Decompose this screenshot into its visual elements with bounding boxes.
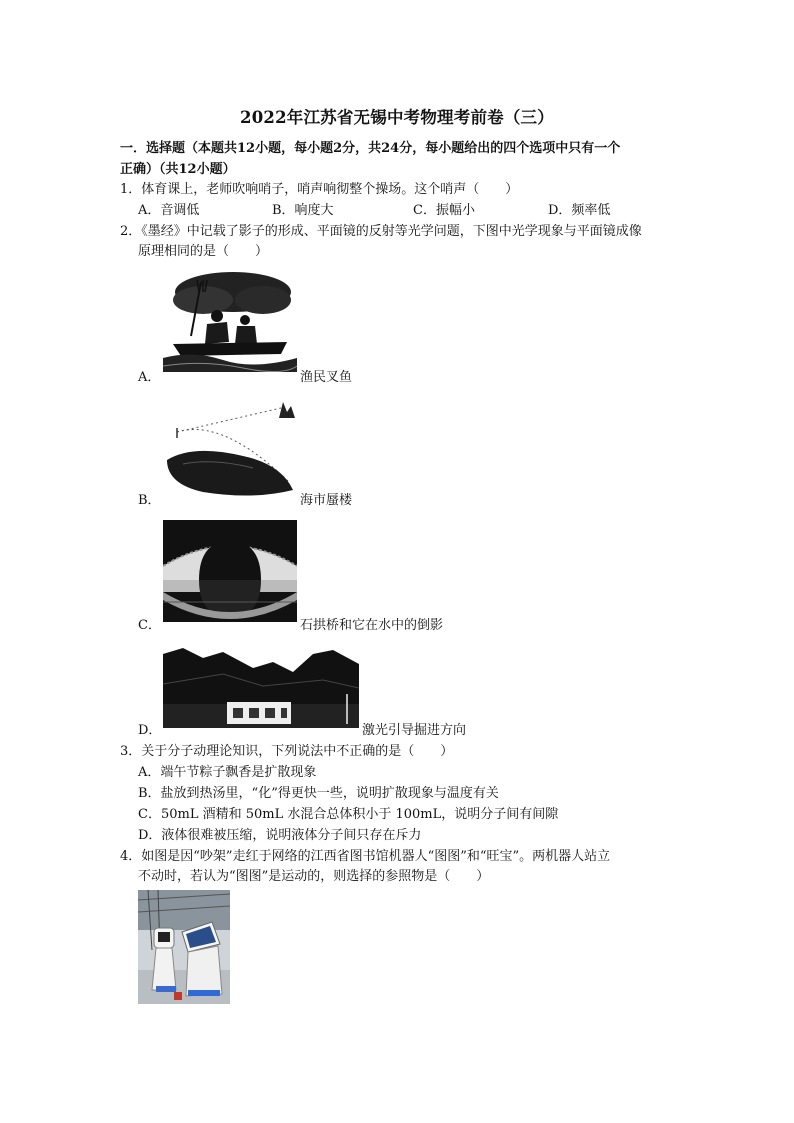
section-heading (120, 138, 690, 180)
question-3-option-d: D．液体很难被压缩，说明液体分子间只存在斥力 (138, 828, 422, 843)
question-2-option-c-label: C． (138, 618, 161, 633)
question-2-option-a-caption: 渔民叉鱼 (300, 370, 353, 385)
section-heading-line2: 正确）（共12小题） (120, 162, 236, 177)
question-2-option-d-caption: 激光引导掘进方向 (362, 723, 467, 738)
question-2-option-c-caption: 石拱桥和它在水中的倒影 (300, 618, 444, 633)
stone-arch-bridge-image (163, 520, 297, 622)
question-3-option-a: A．端午节粽子飘香是扩散现象 (138, 765, 317, 780)
question-1-option-c: C．振幅小 (413, 203, 475, 218)
fisherman-spearing-image (163, 270, 297, 380)
mirage-image (163, 398, 297, 500)
question-2-stem-line2: 原理相同的是（ ） (138, 244, 269, 259)
question-3-stem: 3．关于分子动理论知识，下列说法中不正确的是（ ） (120, 744, 454, 759)
question-2-stem-line1: 2．《墨经》中记载了影子的形成、平面镜的反射等光学问题，下图中光学现象与平面镜成像 (120, 224, 642, 239)
question-1-stem: 1．体育课上，老师吹响哨子，哨声响彻整个操场。这个哨声（ ） (120, 182, 519, 197)
question-1-option-b: B．响度大 (272, 203, 334, 218)
question-2-option-d-label: D． (138, 723, 162, 738)
question-3-option-b: B．盐放到热汤里，“化”得更快一些，说明扩散现象与温度有关 (138, 786, 499, 801)
question-2-option-b-caption: 海市蜃楼 (300, 493, 353, 508)
laser-tunneling-image (163, 644, 359, 728)
question-4-stem-line1: 4．如图是因“吵架”走红于网络的江西省图书馆机器人“图图”和“旺宝”。两机器人站立 (120, 849, 611, 864)
page-title: 2022年江苏省无锡中考物理考前卷（三） (240, 108, 554, 127)
question-1-option-a: A．音调低 (138, 203, 200, 218)
section-heading-line1: 一．选择题（本题共12小题，每小题2分，共24分，每小题给出的四个选项中只有一个 (120, 141, 621, 156)
question-3-option-c: C．50mL 酒精和 50mL 水混合总体积小于 100mL，说明分子间有间隙 (138, 807, 559, 822)
question-2-option-b-label: B． (138, 493, 161, 508)
question-4-stem-line2: 不动时，若认为“图图”是运动的，则选择的参照物是（ ） (138, 869, 490, 884)
question-1-option-d: D．频率低 (548, 203, 611, 218)
question-2-option-a-label: A． (138, 370, 161, 385)
library-robots-image (138, 890, 230, 1004)
